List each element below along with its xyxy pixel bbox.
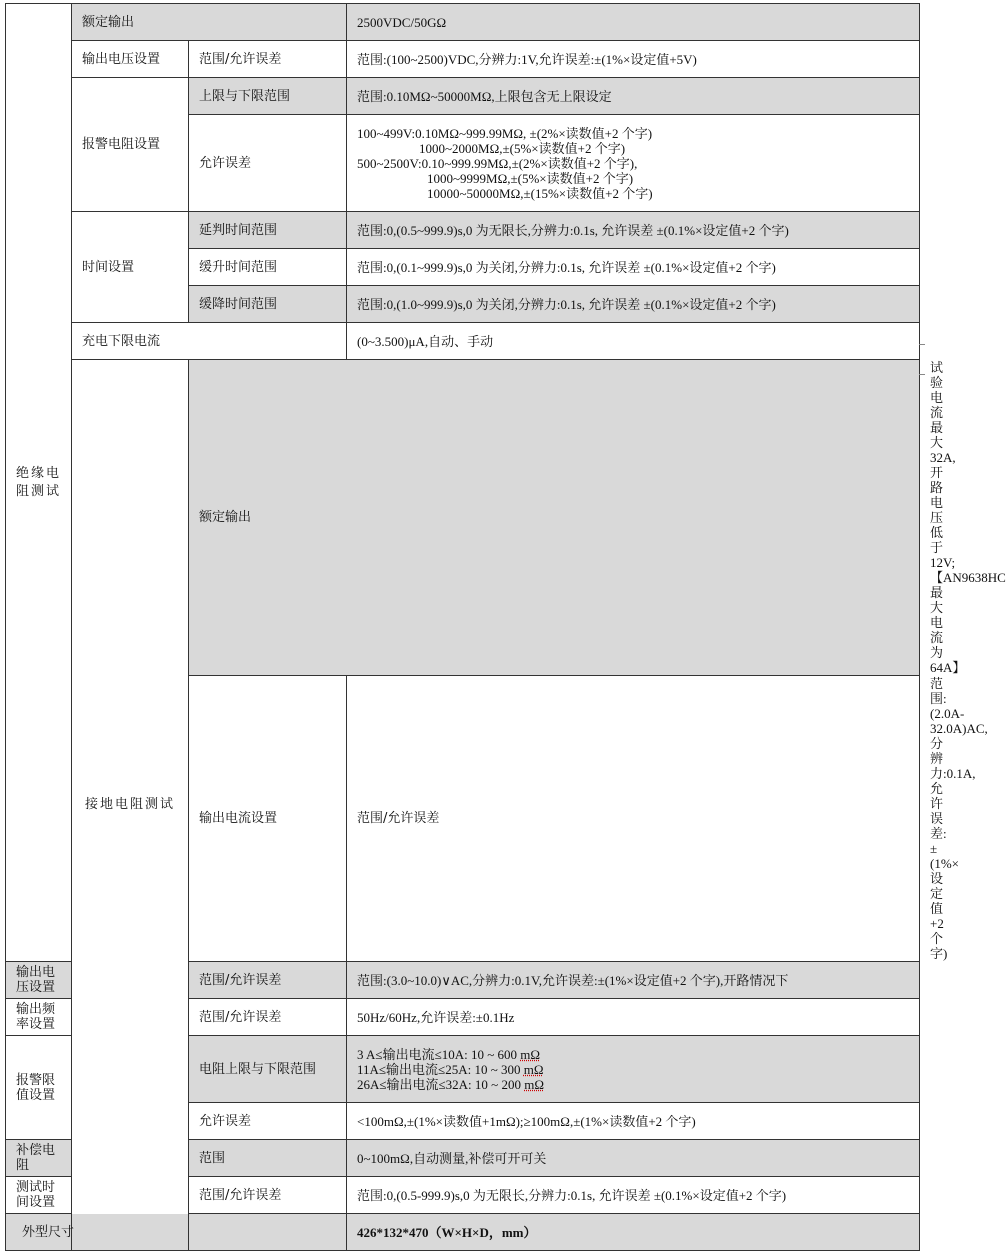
range-unit: mΩ xyxy=(520,1046,541,1062)
spec-table xyxy=(5,3,1006,1251)
range-text: 26A≤输出电流≤32A: 10 ~ 200 xyxy=(357,1076,525,1092)
row-value: 范围:0,(1.0~999.9)s,0 为关闭,分辨力:0.1s, 允许误差 ±(0.1%×设定值+2 个字) xyxy=(347,286,920,323)
row-label: 输出电压设置 xyxy=(72,41,189,78)
range-text: 3 A≤输出电流≤10A: 10 ~ 600 xyxy=(357,1046,521,1062)
row-sublabel: 范围/允许误差 xyxy=(347,676,920,962)
table-row xyxy=(6,4,920,41)
table-row xyxy=(6,1214,920,1251)
row-label: 报警限值设置 xyxy=(6,1036,72,1140)
row-value: 范围:(3.0~10.0)∨AC,分辨力:0.1V,允许误差:±(1%×设定值+2 个字),开路情况下 xyxy=(347,962,920,999)
row-label: 时间设置 xyxy=(72,212,189,323)
row-sublabel: 允许误差 xyxy=(189,115,347,212)
row-label: 报警电阻设置 xyxy=(72,78,189,212)
row-label: 输出电压设置 xyxy=(6,962,72,999)
row-value: 范围:(100~2500)VDC,分辨力:1V,允许误差:±(1%×设定值+5V) xyxy=(347,41,920,78)
tol-line: 1000~2000MΩ,±(5%×读数值+2 个字) xyxy=(419,140,626,156)
row-label: 补偿电阻 xyxy=(6,1140,72,1177)
table-row: 输出电流设置 范围/允许误差 范围:(2.0A-32.0A)AC,分辨力:0.1A,允许误差:±(1%×设定值+2 个字) xyxy=(6,676,920,962)
row-sublabel: 范围 xyxy=(189,1140,347,1177)
table-row xyxy=(6,323,920,360)
range-line xyxy=(357,1062,909,1077)
edge-mark xyxy=(919,374,925,375)
tol-line: 100~499V:0.10MΩ~999.99MΩ, ±(2%×读数值+2 个字) xyxy=(357,125,653,141)
row-label: 额定输出 xyxy=(189,360,920,676)
row-sublabel: 上限与下限范围 xyxy=(189,78,347,115)
row-sublabel: 范围/允许误差 xyxy=(189,999,347,1036)
row-label: 外型尺寸 xyxy=(6,1214,347,1251)
row-value-multiline xyxy=(347,115,920,212)
tol-line: 1000~9999MΩ,±(5%×读数值+2 个字) xyxy=(427,170,634,186)
table-row xyxy=(6,41,920,78)
range-line xyxy=(357,1047,909,1062)
table-row xyxy=(6,78,920,115)
row-value: <100mΩ,±(1%×读数值+1mΩ);≥100mΩ,±(1%×读数值+2 个字) xyxy=(347,1103,920,1140)
row-sublabel: 范围/允许误差 xyxy=(189,41,347,78)
row-label: 测试时间设置 xyxy=(6,1177,72,1214)
row-value: 范围:0,(0.1~999.9)s,0 为关闭,分辨力:0.1s, 允许误差 ±(0.1%×设定值+2 个字) xyxy=(347,249,920,286)
row-label: 额定输出 xyxy=(72,4,347,41)
group-insulation: 绝缘电阻测试 xyxy=(6,4,72,962)
range-unit: mΩ xyxy=(523,1061,544,1077)
row-value: (0~3.500)μA,自动、手动 xyxy=(347,323,920,360)
tol-line: 500~2500V:0.10~999.99MΩ,±(2%×读数值+2 个字), xyxy=(357,155,638,171)
row-sublabel: 电阻上限与下限范围 xyxy=(189,1036,347,1103)
row-sublabel: 缓升时间范围 xyxy=(189,249,347,286)
row-sublabel: 延判时间范围 xyxy=(189,212,347,249)
row-value-multiline xyxy=(347,1036,920,1103)
row-value: 2500VDC/50GΩ xyxy=(347,4,920,41)
row-value: 0~100mΩ,自动测量,补偿可开可关 xyxy=(347,1140,920,1177)
row-value: 范围:0,(0.5~999.9)s,0 为无限长,分辨力:0.1s, 允许误差 ±(0.1%×设定值+2 个字) xyxy=(347,212,920,249)
row-value: 范围:0.10MΩ~50000MΩ,上限包含无上限设定 xyxy=(347,78,920,115)
row-sublabel: 范围/允许误差 xyxy=(189,1177,347,1214)
range-text: 11A≤输出电流≤25A: 10 ~ 300 xyxy=(357,1061,524,1077)
row-label: 输出频率设置 xyxy=(6,999,72,1036)
row-sublabel: 缓降时间范围 xyxy=(189,286,347,323)
row-value: 426*132*470（W×H×D，mm） xyxy=(347,1214,920,1251)
range-unit: mΩ xyxy=(524,1076,544,1092)
row-sublabel: 范围/允许误差 xyxy=(189,962,347,999)
edge-mark xyxy=(919,344,925,345)
row-sublabel: 允许误差 xyxy=(189,1103,347,1140)
row-value: 50Hz/60Hz,允许误差:±0.1Hz xyxy=(347,999,920,1036)
range-line xyxy=(357,1077,909,1092)
table-row xyxy=(6,212,920,249)
row-label: 输出电流设置 xyxy=(189,676,347,962)
group-ground: 接地电阻测试 xyxy=(72,360,189,1251)
table-row: 接地电阻测试 额定输出 试验电流最大 32A, 开路电压低于 12V; 【AN9638HC 最大电流为 64A】 xyxy=(6,360,920,676)
tol-line: 10000~50000MΩ,±(15%×读数值+2 个字) xyxy=(427,185,653,201)
row-value: 范围:0,(0.5-999.9)s,0 为无限长,分辨力:0.1s, 允许误差 ±(0.1%×设定值+2 个字) xyxy=(347,1177,920,1214)
row-label: 充电下限电流 xyxy=(72,323,347,360)
